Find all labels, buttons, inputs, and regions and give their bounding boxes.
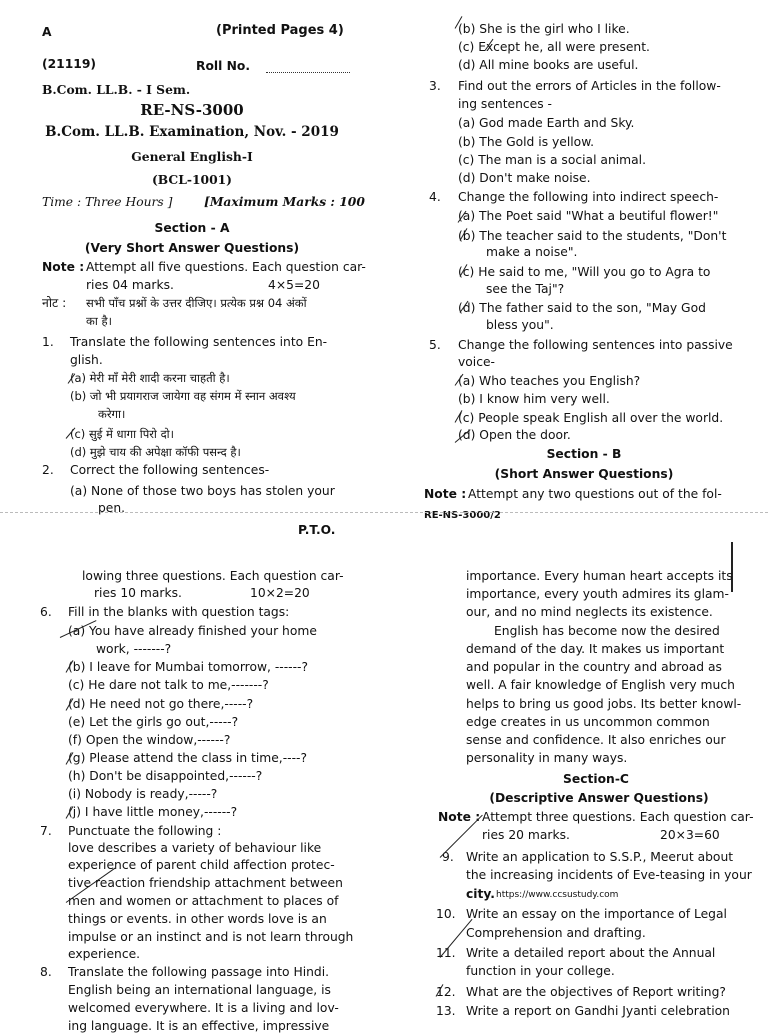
question-text: Correct the following sentences- [70, 463, 270, 477]
question-number: 6. [40, 605, 52, 619]
passage-line: tive reaction friendship attachment between [68, 876, 343, 890]
passage-line: experience of parent child affection protec- [68, 858, 335, 872]
question-number: 2. [42, 463, 54, 477]
passage-line: importance, every youth admires its glam- [466, 587, 729, 601]
question-number: 12. [436, 985, 456, 999]
exam-time: Time : Three Hours ] [42, 195, 173, 209]
question-option: (i) Nobody is ready,-----? [68, 787, 218, 801]
note-label: Note : [424, 487, 467, 501]
exam-title: B.Com. LL.B. Examination, Nov. - 2019 [45, 124, 339, 140]
question-option: (c) सुई में धागा पिरो दो। [70, 427, 175, 441]
question-text: Change the following sentences into passive [458, 338, 733, 352]
passage-line: welcomed everywhere. It is a living and lov- [68, 1001, 339, 1015]
printed-pages: (Printed Pages 4) [216, 23, 344, 38]
question-option: work, -------? [96, 642, 172, 656]
question-option: (a) None of those two boys has stolen your [70, 484, 335, 498]
question-text: glish. [70, 353, 103, 367]
question-option: (b) The teacher said to the students, "Don't [458, 229, 727, 243]
exam-page-2 [0, 512, 768, 1033]
passage-line: sense and confidence. It also enriches our [466, 733, 726, 747]
note-text: Attempt three questions. Each question car- [482, 810, 754, 824]
hindi-note-text: का है। [86, 314, 112, 328]
question-option: (c) He said to me, "Will you go to Agra to [458, 265, 711, 279]
note-text: Attempt all five questions. Each question car- [86, 260, 366, 274]
note-text: ries 20 marks. [482, 828, 570, 842]
question-text: ing sentences - [458, 97, 552, 111]
question-text: Write a detailed report about the Annual [466, 946, 716, 960]
passage-line: helps to bring us good jobs. Its better knowl- [466, 697, 742, 711]
passage-line: demand of the day. It makes us important [466, 642, 725, 656]
passage-line: English being an international language, is [68, 983, 331, 997]
question-option: (a) मेरी माँ मेरी शादी करना चाहती है। [70, 371, 230, 385]
question-option: (b) I know him very well. [458, 392, 610, 406]
note-text: Attempt any two questions out of the fol- [468, 487, 722, 501]
question-number: 3. [429, 79, 441, 93]
question-option: (b) जो भी प्रयागराज जायेगा वह संगम में स्नान अवश्य [70, 389, 296, 403]
passage-line: men and women or attachment to places of [68, 894, 339, 908]
note-text: ries 04 marks. [86, 278, 174, 292]
question-text: voice- [458, 355, 495, 369]
exam-code: (21119) [42, 57, 97, 71]
question-option: (b) The Gold is yellow. [458, 135, 595, 149]
question-text: function in your college. [466, 964, 615, 978]
section-b-heading: Section - B [546, 447, 622, 461]
question-text: Write an essay on the importance of Legal [466, 907, 727, 921]
question-text: What are the objectives of Report writing? [466, 985, 726, 999]
question-number: 9. [442, 850, 454, 864]
paper-code: RE-NS-3000 [140, 101, 244, 119]
section-c-heading: Section-C [563, 772, 629, 786]
question-option: pen. [98, 501, 126, 515]
note-marks: 10×2=20 [250, 586, 310, 600]
question-option: (b) She is the girl who I like. [458, 22, 630, 36]
passage-line: experience. [68, 947, 141, 961]
question-option: (d) The father said to the son, "May God [458, 301, 706, 315]
passage-line: English has become now the desired [494, 624, 720, 638]
question-number: 8. [40, 965, 52, 979]
question-option: (d) मुझे चाय की अपेक्षा कॉफी पसन्द है। [70, 445, 241, 459]
course-name: B.Com. LL.B. - I Sem. [42, 82, 191, 97]
roll-no-blank [266, 72, 350, 73]
roll-no-label: Roll No. [196, 59, 251, 73]
passage-line: personality in many ways. [466, 751, 628, 765]
question-option: (c) Except he, all were present. [458, 40, 650, 54]
question-text: Find out the errors of Articles in the follow- [458, 79, 721, 93]
question-text: Translate the following passage into Hindi. [68, 965, 330, 979]
question-option: (f) Open the window,------? [68, 733, 231, 747]
watermark-url: https://www.ccsustudy.com [496, 890, 619, 900]
question-option: (a) Who teaches you English? [458, 374, 641, 388]
question-option: see the Taj"? [486, 282, 565, 296]
question-option: (a) God made Earth and Sky. [458, 116, 635, 130]
section-c-subheading: (Descriptive Answer Questions) [489, 791, 709, 805]
question-option: make a noise". [486, 245, 578, 259]
question-text: Write a report on Gandhi Jyanti celebration [466, 1004, 730, 1018]
subject-name: General English-I [131, 149, 253, 164]
section-a-heading: Section - A [154, 221, 230, 235]
question-option: (c) People speak English all over the world. [458, 411, 724, 425]
question-option: (d) Open the door. [458, 428, 571, 442]
question-option: (g) Please attend the class in time,----? [68, 751, 307, 765]
question-text: Translate the following sentences into En- [70, 335, 328, 349]
passage-line: impulse or an instinct and is not learn through [68, 930, 354, 944]
question-text: Punctuate the following : [68, 824, 222, 838]
question-number: 1. [42, 335, 54, 349]
question-number: 10. [436, 907, 456, 921]
passage-line: and popular in the country and abroad as [466, 660, 722, 674]
question-text: Comprehension and drafting. [466, 926, 646, 940]
question-option: (d) All mine books are useful. [458, 58, 639, 72]
pto-label: P.T.O. [298, 523, 336, 537]
question-option: (b) I leave for Mumbai tomorrow, ------? [68, 660, 308, 674]
subject-code: (BCL-1001) [151, 172, 233, 187]
question-text: city. [466, 887, 495, 901]
note-label: Note : [438, 810, 481, 824]
passage-line: well. A fair knowledge of English very much [466, 678, 735, 692]
question-option: (j) I have little money,------? [68, 805, 238, 819]
question-number: 5. [429, 338, 441, 352]
question-text: Fill in the blanks with question tags: [68, 605, 290, 619]
question-number: 13. [436, 1004, 456, 1018]
question-option: (d) Don't make noise. [458, 171, 591, 185]
question-number: 11. [436, 946, 456, 960]
hindi-note-text: सभी पाँच प्रश्नों के उत्तर दीजिए। प्रत्येक प्रश्न 04 अंकों [86, 296, 307, 310]
max-marks: [Maximum Marks : 100 [204, 194, 365, 209]
question-text: Change the following into indirect speech- [458, 190, 719, 204]
note-text: ries 10 marks. [94, 586, 182, 600]
section-b-subheading: (Short Answer Questions) [494, 467, 674, 481]
question-option: (a) The Poet said "What a beutiful flower!" [458, 209, 719, 223]
question-option: (d) He need not go there,-----? [68, 697, 254, 711]
question-option: (h) Don't be disappointed,------? [68, 769, 263, 783]
footer-code: RE-NS-3000/2 [424, 510, 501, 521]
question-number: 4. [429, 190, 441, 204]
series-letter: A [42, 25, 52, 39]
passage-line: importance. Every human heart accepts its [466, 569, 733, 583]
question-option: करेगा। [98, 407, 126, 421]
question-text: the increasing incidents of Eve-teasing in your [466, 868, 752, 882]
passage-line: our, and no mind neglects its existence. [466, 605, 713, 619]
note-label: Note : [42, 260, 85, 274]
question-option: (c) He dare not talk to me,-------? [68, 678, 269, 692]
question-option: (e) Let the girls go out,-----? [68, 715, 239, 729]
question-text: Write an application to S.S.P., Meerut about [466, 850, 734, 864]
question-number: 7. [40, 824, 52, 838]
passage-line: love describes a variety of behaviour like [68, 841, 322, 855]
question-option: (c) The man is a social animal. [458, 153, 646, 167]
note-text: lowing three questions. Each question car- [82, 569, 344, 583]
note-marks: 4×5=20 [268, 278, 320, 292]
section-a-subheading: (Very Short Answer Questions) [84, 241, 300, 255]
question-option: (a) You have already finished your home [68, 624, 317, 638]
hindi-note-label: नोट : [42, 296, 67, 310]
question-option: bless you". [486, 318, 554, 332]
passage-line: edge creates in us uncommon common [466, 715, 710, 729]
passage-line: ing language. It is an effective, impressive [68, 1019, 330, 1033]
passage-line: things or events. in other words love is an [68, 912, 327, 926]
note-marks: 20×3=60 [660, 828, 720, 842]
